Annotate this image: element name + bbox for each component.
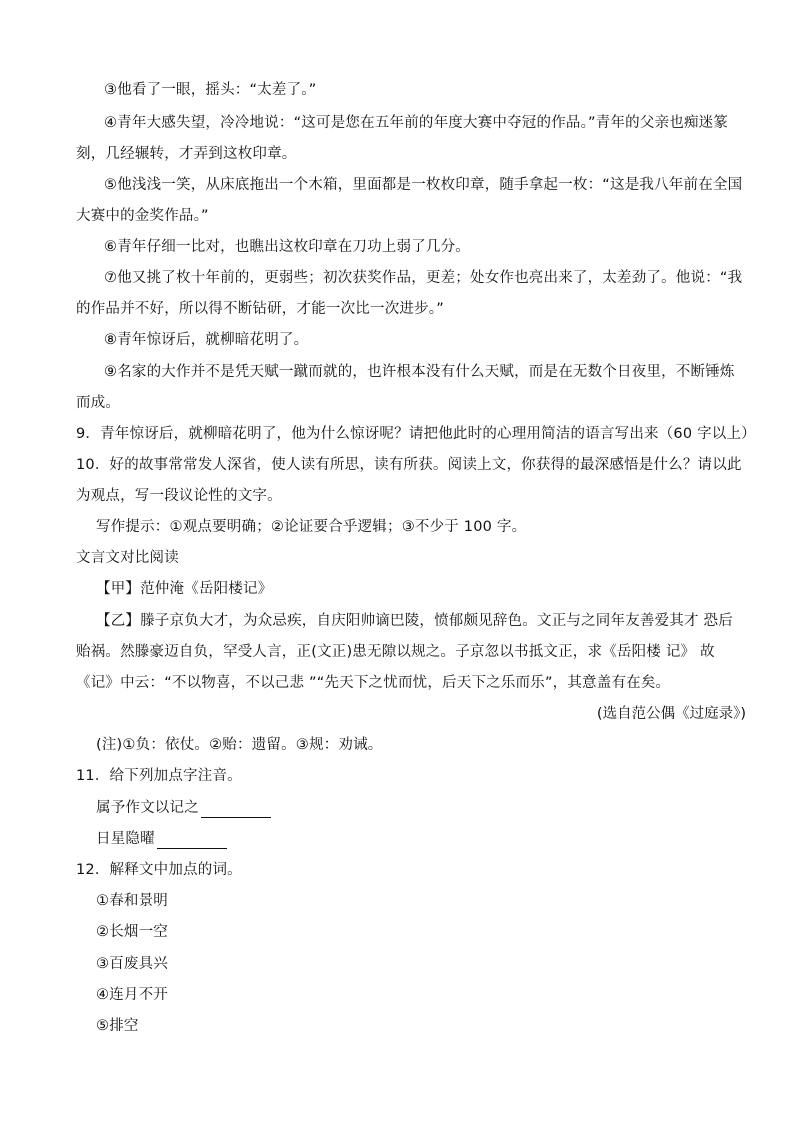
question-11-title: 11．给下列加点字注音。 [76,768,242,784]
story-paragraph-7-line1: ⑦他又挑了枚十年前的，更弱些；初次获奖作品，更差；处女作也亮出来了，太差劲了。他说：“我 [104,270,743,286]
question-10-hint: 写作提示：①观点要明确；②论证要合乎逻辑；③不少于 100 字。 [96,519,527,535]
question-12-title: 12．解释文中加点的词。 [76,862,242,878]
question-12-item: ①春和景明 [96,893,168,909]
story-paragraph-9-line2: 而成。 [76,395,121,411]
question-12-item: ②长烟一空 [96,924,168,940]
story-paragraph-8: ⑧青年惊讶后，就柳暗花明了。 [104,332,309,348]
question-12-item: ④连月不开 [96,987,168,1003]
question-12-item: ⑤排空 [96,1018,139,1034]
story-paragraph-5-line2: 大赛中的金奖作品。” [76,208,209,224]
question-11-item-1 [96,798,271,818]
text-yi-line2: 贻祸。然滕豪迈自负，罕受人言，正(文正)患无隙以规之。子京忽以书抵文正，求《岳阳楼 记》 故 [76,644,715,660]
question-9: 9．青年惊讶后，就柳暗花明了，他为什么惊讶呢？请把他此时的心理用简洁的语言写出来（60 字以上） [76,426,756,442]
question-11-item-2-text: 日星隐曜 [96,831,155,847]
story-paragraph-6: ⑥青年仔细一比对，也瞧出这枚印章在刀功上弱了几分。 [104,239,470,255]
story-paragraph-4-line2: 刻，几经辗转，才弄到这枚印章。 [76,146,297,162]
section-title: 文言文对比阅读 [76,550,179,566]
story-paragraph-4-line1: ④青年大感失望，冷冷地说：“这可是您在五年前的年度大赛中夺冠的作品。”青年的父亲也痴迷篆 [104,115,729,131]
question-12-item: ③百废具兴 [96,956,168,972]
text-yi-line1: 【乙】滕子京负大才，为众忌疾，自庆阳帅谪巴陵，愤郁颇见辞色。文正与之同年友善爱其才 恐后 [96,613,733,629]
story-paragraph-3: ③他看了一眼，摇头：“太差了。” [104,82,317,98]
question-11-item-2 [96,829,227,849]
answer-blank[interactable] [201,803,271,818]
answer-blank[interactable] [157,834,227,849]
story-paragraph-5-line1: ⑤他浅浅一笑，从床底拖出一个木箱，里面都是一枚枚印章，随手拿起一枚：“这是我八年前在全国 [104,177,743,193]
question-10-line2: 为观点，写一段议论性的文字。 [76,488,282,504]
annotation-notes: (注)①负：依仗。②贻：遗留。③规：劝诫。 [96,737,383,753]
text-jia-label: 【甲】范仲淹《岳阳楼记》 [96,581,273,597]
text-yi-line3: 《记》中云：“不以物喜，不以己悲 ”“先天下之忧而忧，后天下之乐而乐”，其意盖有在矣。 [76,675,671,691]
story-paragraph-9-line1: ⑨名家的大作并不是凭天赋一蹴而就的，也许根本没有什么天赋，而是在无数个日夜里，不断锤炼 [104,364,735,380]
question-11-item-1-text: 属予作文以记之 [96,800,199,816]
source-citation: (选自范公偶《过庭录》) [596,706,746,722]
question-10-line1: 10．好的故事常常发人深省，使人读有所思，读有所获。阅读上文，你获得的最深感悟是什么？请以此 [76,457,742,473]
story-paragraph-7-line2: 的作品并不好，所以得不断钻研，才能一次比一次进步。” [76,301,444,317]
